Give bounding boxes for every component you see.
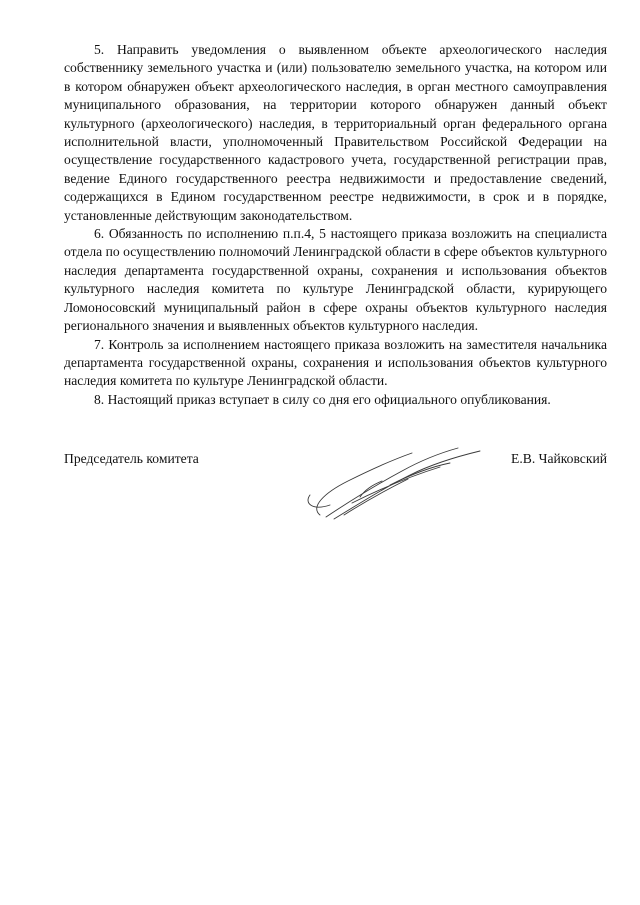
paragraph-8: 8. Настоящий приказ вступает в силу со дня его официального опубликования.: [94, 391, 551, 407]
signature-block: [64, 445, 607, 525]
handwritten-signature: [290, 445, 490, 525]
paragraph-6: 6. Обязанность по исполнению п.п.4, 5 настоящего приказа возложить на специалиста отдела по осуществлению полномочий Ленинградской области в сфере объектов культурного наследия департамента государственной охраны, сохранения и использования объектов культурного наследия комитета по культуре Ленинградской области, курирующего Ломоносовский муниципальный район в сфере охраны объектов культурного наследия регионального значения и выявленных объектов культурного наследия.: [64, 226, 607, 334]
document-body: [64, 41, 607, 409]
signatory-role: Председатель комитета: [64, 451, 199, 466]
paragraph-7: 7. Контроль за исполнением настоящего приказа возложить на заместителя начальника департамента государственной охраны, сохранения и использования объектов культурного наследия комитета по культуре Ленинградской области.: [64, 336, 607, 389]
signatory-name: Е.В. Чайковский: [511, 451, 607, 466]
paragraph-5: 5. Направить уведомления о выявленном объекте археологического наследия собственнику земельного участка и (или) пользователю земельного участка, на котором или в котором обнаружен объект археологического наследия, в орган местного самоуправления муниципального образования, на территории которого обнаружен данный объект культурного (археологического) наследия, в территориальный орган федерального органа исполнительной власти, уполномоченный Правительством Российской Федерации на осуществление государственного кадастрового учета, государственной регистрации прав, ведение Единого государственного реестра недвижимости и предоставление сведений, содержащихся в Едином государственном реестре недвижимости, в срок и в порядке, установленные действующим законодательством.: [64, 42, 607, 223]
